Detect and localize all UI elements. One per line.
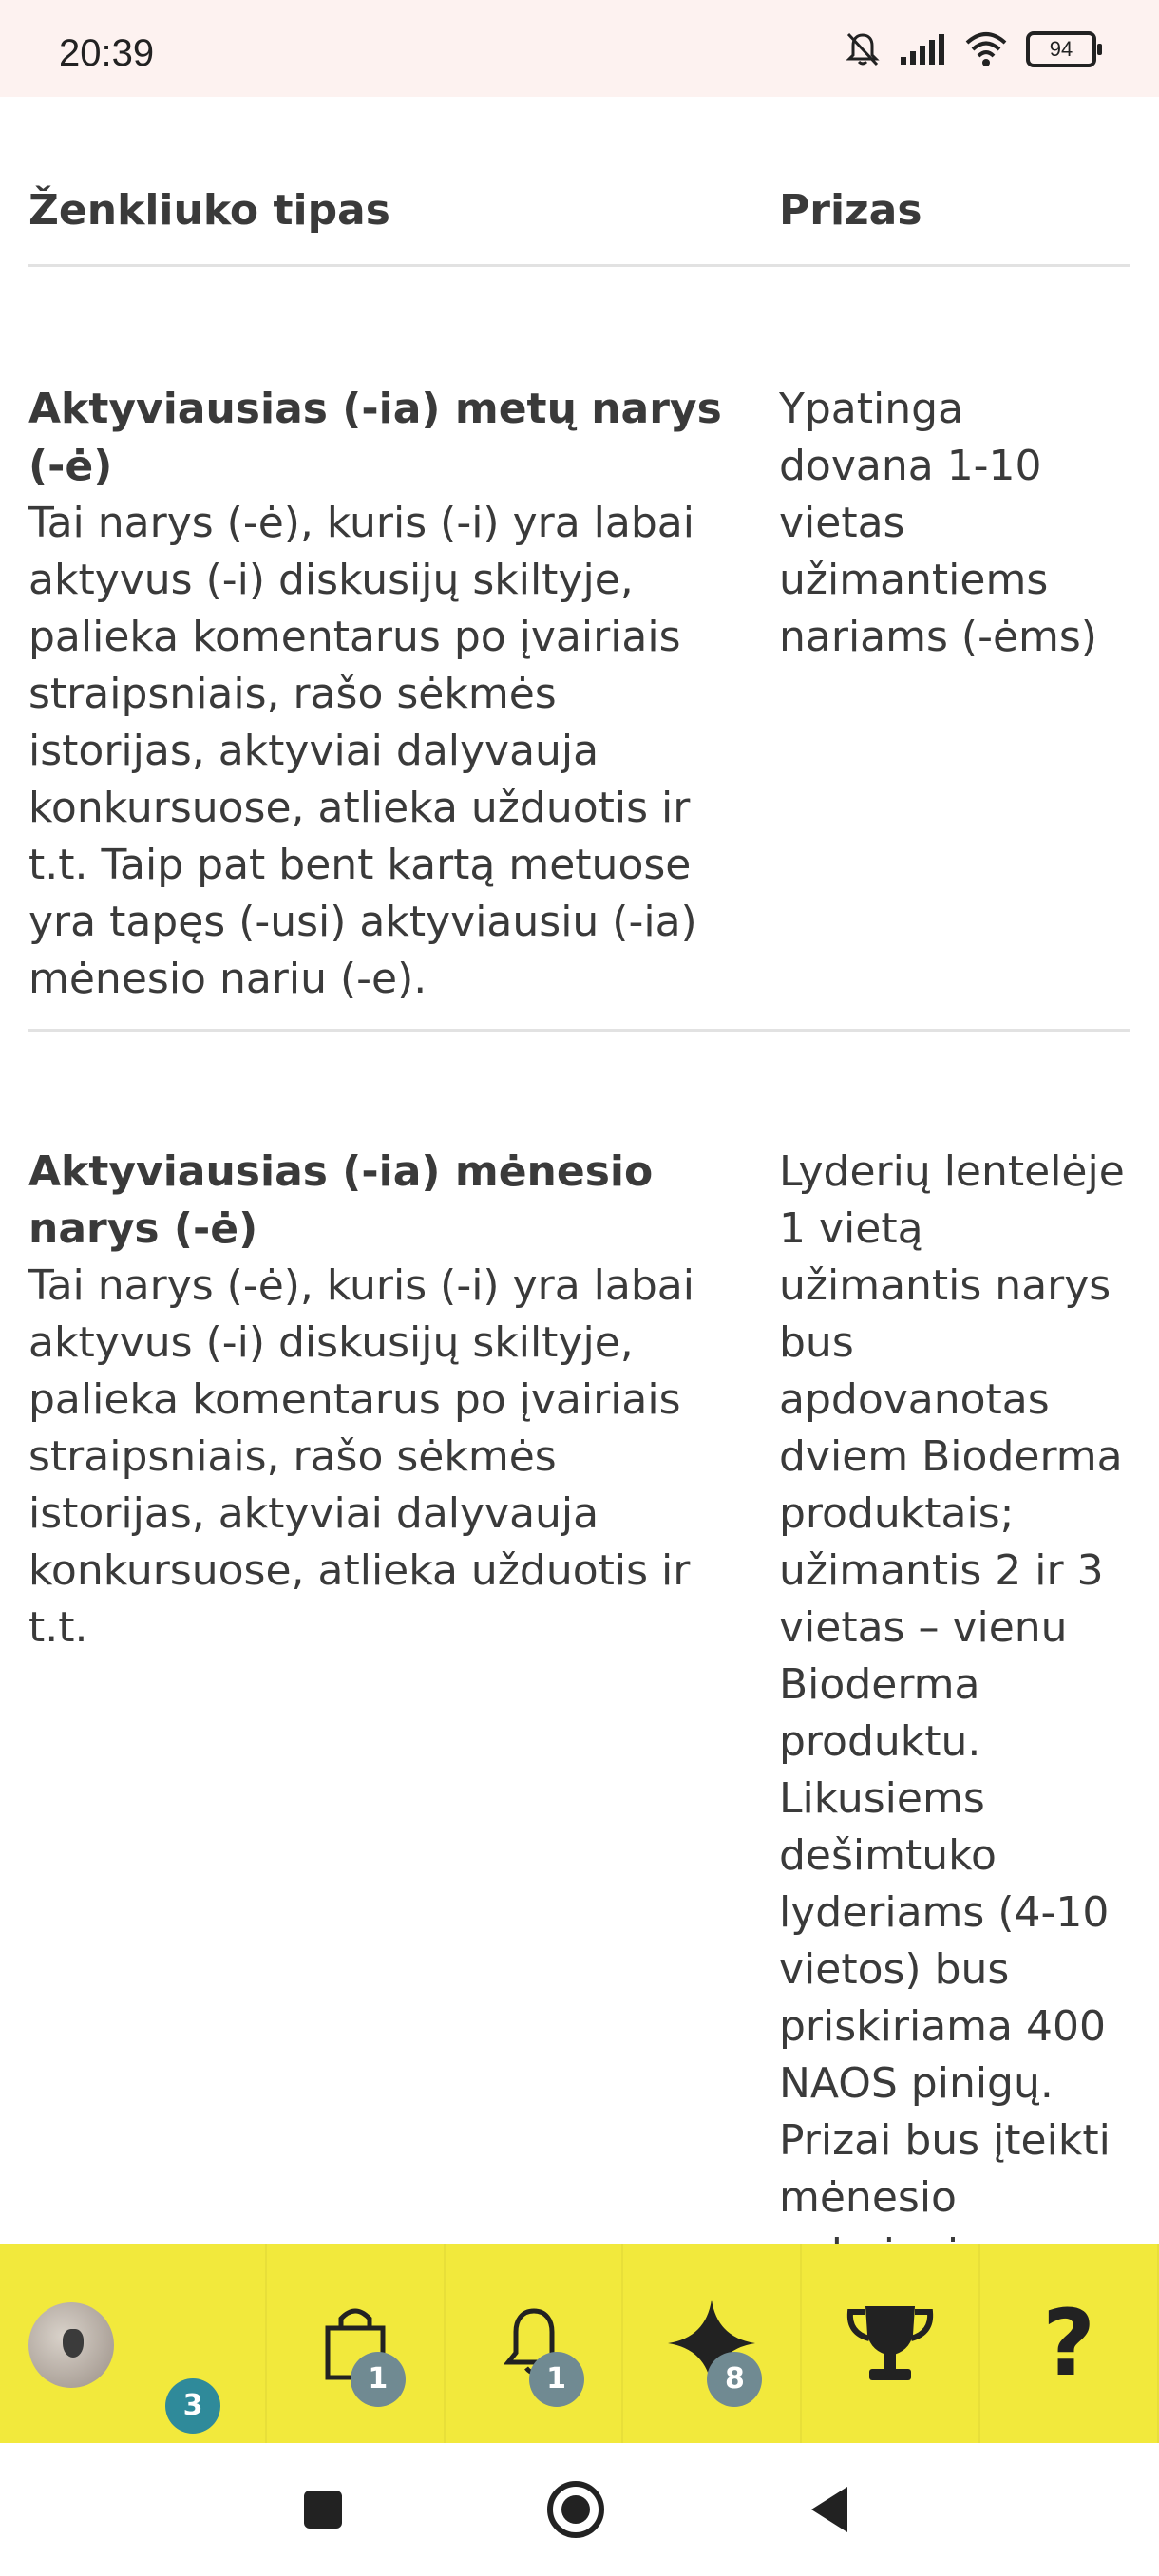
prize-table [28,97,1130,2361]
nav-notifications[interactable] [446,2244,624,2443]
status-icons [844,30,1096,68]
android-navigation-bar [0,2443,1159,2576]
profile-badge: 3 [165,2378,220,2434]
wifi-icon [963,31,1009,67]
nav-sparkle[interactable] [623,2244,802,2443]
signal-icon [899,32,946,66]
table-header [28,97,1130,267]
status-bar [0,0,1159,97]
prize-cell: Ypatinga dovana 1-10 vietas užimantiems nariams (-ėms) [779,385,1097,661]
notifications-badge: 1 [529,2352,584,2407]
prize-cell: Lyderių lentelėje 1 vietą užimantis narys bus apdovanotas dviem Bioderma produktais; užimantis 2 ir 3 vietas – vienu Bioderma produktu. Likusiems dešimtuko lyderiams (4-10 vietos) bus priskiriama 400 NAOS pinigų. Prizai bus įteikti mėnesio [779,1147,1125,2222]
avatar[interactable] [28,2302,114,2388]
back-button[interactable] [808,2485,849,2534]
battery-icon: 94 [1026,31,1096,67]
column-header-type: Ženkliuko tipas [28,186,390,235]
badge-title: Aktyviausias (-ia) metų narys (-ė) [28,385,722,490]
badge-description: Tai narys (-ė), kuris (-i) yra labai aktyvus (-i) diskusijų skiltyje, palieka komentarus po įvairiais straipsniais, rašo sėkmės istorijas, aktyviai dalyvauja konkursuose, atlieka užduotis ir t.t. [28,1261,694,1652]
mute-icon [844,30,882,68]
table-row [28,1032,1130,2361]
help-icon: ? [1042,2290,1095,2396]
shop-badge: 1 [351,2352,406,2407]
badge-title: Aktyviausias (-ia) mėnesio narys (-ė) [28,1147,654,1253]
bottom-navigation [0,2244,1159,2443]
sparkle-badge: 8 [707,2352,762,2407]
nav-shop[interactable] [267,2244,446,2443]
nav-profile[interactable] [0,2244,267,2443]
badge-description: Tai narys (-ė), kuris (-i) yra labai aktyvus (-i) diskusijų skiltyje, palieka komentarus po įvairiais straipsniais, rašo sėkmės istorijas, aktyviai dalyvauja konkursuose, atlieka užduotis ir t.t. Taip pat bent kartą metuose yra tapęs (-usi) aktyviausiu (-ia) mėnesio nariu (-e). [28,499,697,1003]
table-row [28,267,1130,1032]
column-header-prize: Prizas [779,186,922,235]
home-button[interactable] [546,2480,605,2539]
nav-leaderboard[interactable] [802,2244,980,2443]
trophy-icon [843,2301,938,2386]
nav-help[interactable] [980,2244,1159,2443]
badge-type-cell [28,1144,732,1657]
status-time: 20:39 [59,32,155,74]
badge-type-cell [28,381,732,1008]
recent-apps-button[interactable] [302,2489,344,2530]
